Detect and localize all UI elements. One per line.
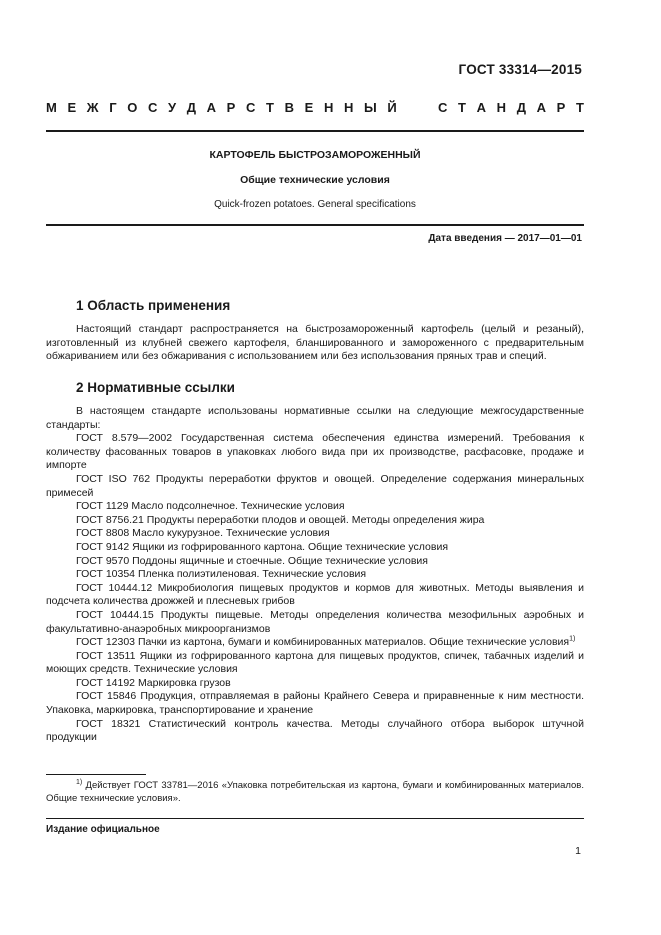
- reference-item: ГОСТ ISO 762 Продукты переработки фруктов и овощей. Определение содержания минеральных примесей: [46, 472, 584, 499]
- page-number: 1: [575, 845, 581, 857]
- banner-letter: У: [168, 100, 177, 115]
- footnote-text: Действует ГОСТ 33781—2016 «Упаковка потребительская из картона, бумаги и комбинированных материалов. Общие технические условия».: [46, 780, 584, 804]
- section-2-heading: 2 Нормативные ссылки: [76, 380, 235, 395]
- section-2-body: [46, 405, 584, 745]
- banner-letter: Ж: [86, 100, 99, 115]
- banner-letter: А: [206, 100, 217, 115]
- banner-letter: Д: [516, 100, 526, 115]
- header-rule: [46, 130, 584, 132]
- reference-item: ГОСТ 1129 Масло подсолнечное. Технические условия: [76, 500, 345, 513]
- reference-item: ГОСТ 8756.21 Продукты переработки плодов и овощей. Методы определения жира: [76, 513, 485, 526]
- banner-letter: Н: [323, 100, 334, 115]
- banner-letter: Й: [387, 100, 397, 115]
- footnote-mark: 1): [569, 635, 576, 643]
- banner-letter: Д: [186, 100, 196, 115]
- banner-letter: Р: [226, 100, 236, 115]
- banner-letter: С: [438, 100, 448, 115]
- banner-letter: Р: [556, 100, 566, 115]
- reference-text: ГОСТ 12303 Пачки из картона, бумаги и комбинированных материалов. Общие технические условия: [76, 636, 570, 649]
- introduction-date: Дата введения — 2017—01—01: [428, 233, 582, 244]
- reference-item: ГОСТ 13511 Ящики из гофрированного картона для пищевых продуктов, спичек, табачных изделий и моющих средств. Технические условия: [46, 649, 584, 676]
- banner-letter: В: [284, 100, 294, 115]
- banner-letter: Г: [109, 100, 117, 115]
- section-2-intro: В настоящем стандарте использованы нормативные ссылки на следующие межгосударственные стандарты:: [46, 405, 584, 431]
- banner-letter: Т: [458, 100, 466, 115]
- reference-item: ГОСТ 15846 Продукция, отправляемая в районы Крайнего Севера и приравненные к ним местности. Упаковка, маркировка, транспортирование и хранение: [46, 690, 584, 717]
- banner-letter: А: [536, 100, 546, 115]
- official-rule: [46, 818, 584, 819]
- document-subtitle: Общие технические условия: [240, 174, 390, 186]
- banner-gap: [407, 100, 427, 115]
- footnote-rule: [46, 774, 146, 775]
- footnote: [46, 779, 584, 805]
- footnote-mark: 1): [76, 778, 83, 786]
- reference-item: ГОСТ 18321 Статистический контроль качества. Методы случайного отбора выборок штучной продукции: [46, 717, 584, 744]
- banner-letter: Н: [496, 100, 507, 115]
- reference-item: ГОСТ 9570 Поддоны ящичные и стоечные. Общие технические условия: [76, 554, 428, 567]
- reference-item: ГОСТ 9142 Ящики из гофрированного картона. Общие технические условия: [76, 540, 449, 553]
- reference-item: ГОСТ 10444.15 Продукты пищевые. Методы определения количества мезофильных аэробных и факультативно-анаэробных микроорганизмов: [46, 608, 584, 635]
- reference-item: ГОСТ 8808 Масло кукурузное. Технические условия: [76, 527, 330, 540]
- reference-item: ГОСТ 10354 Пленка полиэтиленовая. Технические условия: [76, 568, 367, 581]
- title-rule: [46, 224, 584, 226]
- official-edition-label: Издание официальное: [46, 824, 160, 835]
- reference-item: ГОСТ 14192 Маркировка грузов: [76, 676, 231, 689]
- banner-letter: М: [46, 100, 57, 115]
- banner-letter: Ы: [364, 100, 377, 115]
- banner-letter: С: [245, 100, 256, 115]
- banner-letter: О: [127, 100, 138, 115]
- reference-item: ГОСТ 10444.12 Микробиология пищевых продуктов и кормов для животных. Методы выявления и подсчета количества дрожжей и плесневых грибов: [46, 581, 584, 608]
- banner-letter: Т: [266, 100, 274, 115]
- banner-letter: Н: [343, 100, 354, 115]
- document-title: КАРТОФЕЛЬ БЫСТРОЗАМОРОЖЕННЫЙ: [209, 149, 421, 161]
- banner-letter: Т: [575, 100, 584, 115]
- section-1-body: [46, 323, 584, 364]
- gost-code: ГОСТ 33314—2015: [458, 62, 582, 77]
- banner-letter: Е: [67, 100, 77, 115]
- reference-item: ГОСТ 8.579—2002 Государственная система обеспечения единства измерений. Требования к количеству фасованных товаров в упаковках любого вида при их производстве, расфасовке, продаже и импорте: [46, 432, 584, 472]
- section-1-heading: 1 Область применения: [76, 298, 231, 313]
- banner-letter: А: [476, 100, 487, 115]
- banner-letter: С: [147, 100, 158, 115]
- standard-banner: [46, 100, 584, 115]
- reference-item-with-footnote: [46, 636, 584, 650]
- section-1-text: Настоящий стандарт распространяется на быстрозамороженный картофель (целый и резаный), изготовленный из клубней свежего картофеля, бланшированного и замороженного с предварительным обжариванием или без обжаривания с использованием или без использования пряных трав и специй.: [46, 323, 584, 363]
- document-english-title: Quick-frozen potatoes. General specifications: [214, 199, 416, 210]
- banner-letter: Е: [304, 100, 314, 115]
